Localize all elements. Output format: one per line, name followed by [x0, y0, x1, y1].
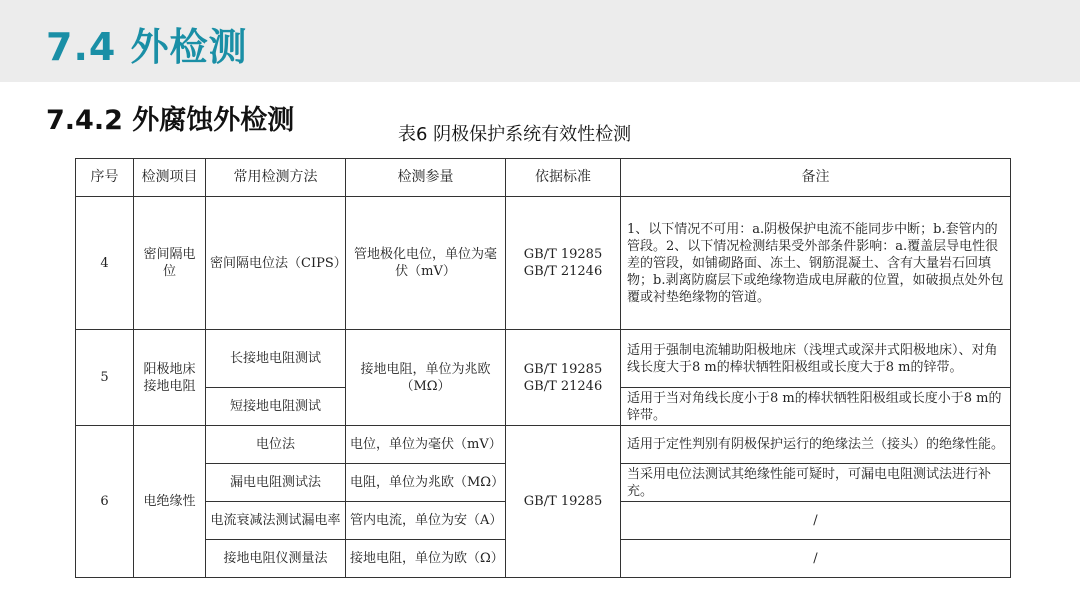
row-param: 接地电阻，单位为兆欧（MΩ） [346, 330, 506, 426]
row-no: 6 [76, 426, 134, 578]
row-method: 长接地电阻测试 [206, 330, 346, 388]
row-note: / [621, 540, 1011, 578]
row-param: 管内电流，单位为安（A） [346, 502, 506, 540]
row-method: 接地电阻仪测量法 [206, 540, 346, 578]
header-method: 常用检测方法 [206, 159, 346, 197]
row-note: 当采用电位法测试其绝缘性能可疑时，可漏电电阻测试法进行补充。 [621, 464, 1011, 502]
detection-table [75, 158, 1011, 578]
row-note: / [621, 502, 1011, 540]
header-note: 备注 [621, 159, 1011, 197]
row-method: 短接地电阻测试 [206, 388, 346, 426]
row-param: 接地电阻，单位为欧（Ω） [346, 540, 506, 578]
row-standard: GB/T 19285 GB/T 21246 [506, 197, 621, 330]
page-title: 7.4 外检测 [46, 25, 248, 69]
header-no: 序号 [76, 159, 134, 197]
table-header-row [76, 159, 1011, 197]
row-param: 电位，单位为毫伏（mV） [346, 426, 506, 464]
row-no: 4 [76, 197, 134, 330]
row-standard: GB/T 19285 GB/T 21246 [506, 330, 621, 426]
header-item: 检测项目 [134, 159, 206, 197]
row-method: 电流衰减法测试漏电率 [206, 502, 346, 540]
row-item: 阳极地床接地电阻 [134, 330, 206, 426]
table-row [76, 426, 1011, 464]
row-standard: GB/T 19285 [506, 426, 621, 578]
row-note: 1、以下情况不可用：a.阴极保护电流不能同步中断；b.套管内的管段。2、以下情况检测结果受外部条件影响：a.覆盖层导电性很差的管段，如铺砌路面、冻土、钢筋混凝土、含有大量岩石回填物；b.剥离防腐层下或绝缘物造成电屏蔽的位置，如破损点处外包覆或衬垫绝缘物的管道。 [621, 197, 1011, 330]
section-title: 7.4.2 外腐蚀外检测 [46, 105, 295, 136]
header-param: 检测参量 [346, 159, 506, 197]
row-param: 管地极化电位，单位为毫伏（mV） [346, 197, 506, 330]
row-item: 密间隔电位 [134, 197, 206, 330]
row-method: 密间隔电位法（CIPS） [206, 197, 346, 330]
row-no: 5 [76, 330, 134, 426]
row-note: 适用于强制电流辅助阳极地床（浅埋式或深井式阳极地床）、对角线长度大于8 m的棒状牺牲阳极组或长度大于8 m的锌带。 [621, 330, 1011, 388]
table-row [76, 330, 1011, 388]
table-caption: 表6 阴极保护系统有效性检测 [398, 124, 632, 145]
row-method: 电位法 [206, 426, 346, 464]
row-param: 电阻，单位为兆欧（MΩ） [346, 464, 506, 502]
row-item: 电绝缘性 [134, 426, 206, 578]
header-standard: 依据标准 [506, 159, 621, 197]
row-note: 适用于定性判别有阴极保护运行的绝缘法兰（接头）的绝缘性能。 [621, 426, 1011, 464]
row-note: 适用于当对角线长度小于8 m的棒状牺牲阳极组或长度小于8 m的锌带。 [621, 388, 1011, 426]
table-row [76, 197, 1011, 330]
row-method: 漏电电阻测试法 [206, 464, 346, 502]
